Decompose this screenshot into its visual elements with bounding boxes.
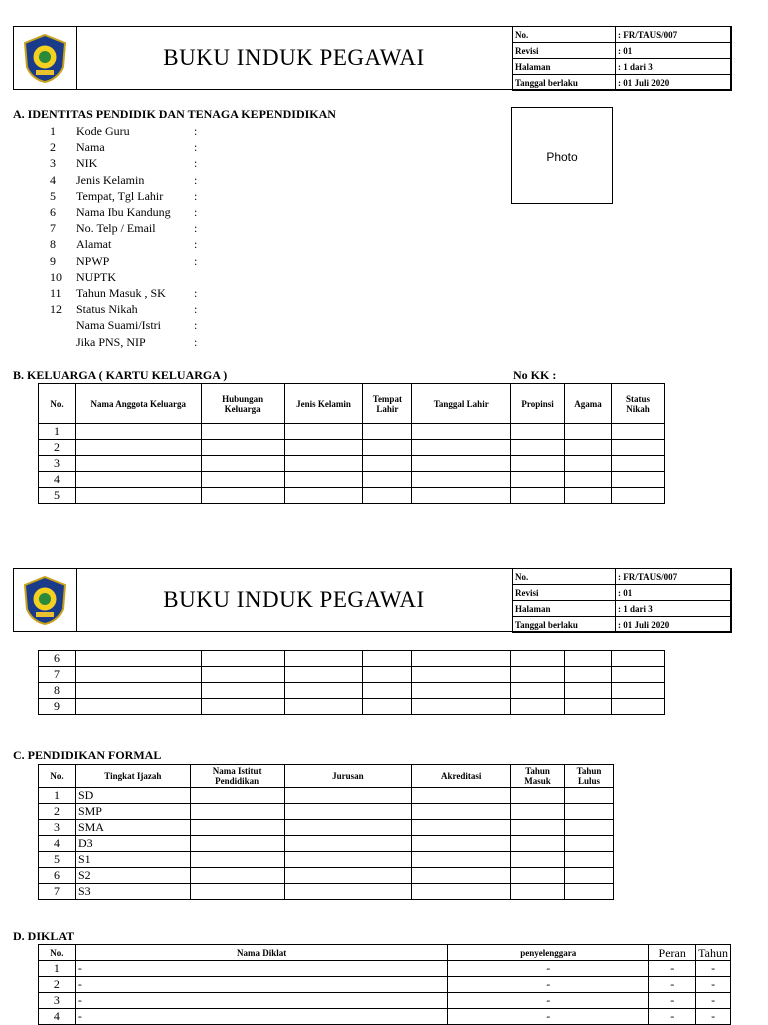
identity-label: Nama Suami/Istri xyxy=(76,318,161,333)
identity-colon: : xyxy=(194,253,198,268)
table-row xyxy=(39,961,731,977)
table-cell[interactable] xyxy=(201,667,284,683)
table-cell[interactable] xyxy=(284,852,412,868)
table-cell[interactable] xyxy=(511,820,565,836)
family-col-header: Status Nikah xyxy=(612,384,665,424)
header-meta-table-2 xyxy=(512,568,732,633)
row-number: 2 xyxy=(39,804,76,820)
identity-colon: : xyxy=(194,286,198,300)
table-cell[interactable] xyxy=(75,699,201,715)
training-name[interactable]: - xyxy=(75,977,447,993)
education-col-header: Akreditasi xyxy=(412,765,511,788)
row-number: 4 xyxy=(39,836,76,852)
table-cell[interactable] xyxy=(75,667,201,683)
training-year[interactable]: - xyxy=(696,977,731,993)
meta-row xyxy=(513,59,732,75)
identity-row xyxy=(50,172,198,188)
kk-label: No KK : xyxy=(513,368,557,382)
family-col-header: Propinsi xyxy=(511,384,565,424)
identity-colon: : xyxy=(194,156,198,171)
identity-label: Nama Ibu Kandung xyxy=(76,205,171,219)
table-cell[interactable] xyxy=(412,804,511,820)
table-cell[interactable] xyxy=(284,884,412,900)
training-year[interactable]: - xyxy=(696,993,731,1009)
table-cell[interactable] xyxy=(284,440,363,456)
identity-number: 12 xyxy=(50,302,62,317)
table-cell[interactable] xyxy=(190,836,284,852)
table-cell[interactable] xyxy=(284,868,412,884)
table-cell[interactable] xyxy=(412,868,511,884)
identity-label: Jika PNS, NIP xyxy=(76,334,146,349)
section-d-title: D. DIKLAT xyxy=(13,929,75,943)
table-cell[interactable] xyxy=(565,804,614,820)
education-level: S1 xyxy=(75,852,190,868)
table-cell[interactable] xyxy=(612,456,665,472)
row-number: 4 xyxy=(39,472,76,488)
training-col-header: Nama Diklat xyxy=(75,945,447,961)
table-cell[interactable] xyxy=(201,456,284,472)
family-table-continued xyxy=(38,650,665,715)
document-header xyxy=(13,26,731,90)
identity-number: 2 xyxy=(50,140,56,155)
table-cell[interactable] xyxy=(363,683,412,699)
identity-label: Alamat xyxy=(76,237,112,252)
school-logo xyxy=(14,569,77,631)
section-a-title: A. IDENTITAS PENDIDIK DAN TENAGA KEPENDIDIKAN xyxy=(13,107,336,121)
identity-row xyxy=(50,188,198,204)
table-cell[interactable] xyxy=(412,884,511,900)
table-row xyxy=(39,667,665,683)
table-row xyxy=(39,651,665,667)
table-cell[interactable] xyxy=(284,788,412,804)
meta-key: Halaman xyxy=(513,601,616,617)
training-organizer[interactable]: - xyxy=(448,961,649,977)
row-number: 3 xyxy=(39,820,76,836)
training-role[interactable]: - xyxy=(649,977,696,993)
table-cell[interactable] xyxy=(363,456,412,472)
family-col-header: Tempat Lahir xyxy=(363,384,412,424)
row-number: 7 xyxy=(39,884,76,900)
row-number: 7 xyxy=(39,667,76,683)
family-col-header: Agama xyxy=(565,384,612,424)
table-cell[interactable] xyxy=(412,836,511,852)
table-cell[interactable] xyxy=(284,488,363,504)
identity-label: No. Telp / Email xyxy=(76,221,156,236)
table-cell[interactable] xyxy=(284,683,363,699)
table-cell[interactable] xyxy=(412,699,511,715)
training-role[interactable]: - xyxy=(649,993,696,1009)
table-cell[interactable] xyxy=(612,424,665,440)
meta-value: : FR/TAUS/007 xyxy=(616,27,732,43)
table-cell[interactable] xyxy=(363,699,412,715)
training-col-header: Tahun xyxy=(696,945,731,961)
row-number: 9 xyxy=(39,699,76,715)
identity-number: 6 xyxy=(50,205,56,219)
table-cell[interactable] xyxy=(511,852,565,868)
training-col-header: penyelenggara xyxy=(448,945,649,961)
identity-row xyxy=(50,253,198,269)
table-row xyxy=(39,424,665,440)
identity-colon: : xyxy=(194,334,198,349)
table-cell[interactable] xyxy=(565,683,612,699)
table-cell[interactable] xyxy=(565,699,612,715)
meta-row xyxy=(513,569,732,585)
training-organizer[interactable]: - xyxy=(448,993,649,1009)
table-cell[interactable] xyxy=(75,440,201,456)
table-cell[interactable] xyxy=(201,424,284,440)
table-cell[interactable] xyxy=(565,667,612,683)
table-cell[interactable] xyxy=(565,424,612,440)
identity-row xyxy=(50,301,198,317)
table-cell[interactable] xyxy=(201,440,284,456)
table-cell[interactable] xyxy=(363,440,412,456)
table-cell[interactable] xyxy=(612,683,665,699)
table-row xyxy=(39,820,614,836)
table-cell[interactable] xyxy=(612,440,665,456)
identity-label: Nama xyxy=(76,140,105,155)
training-year[interactable]: - xyxy=(696,961,731,977)
meta-row xyxy=(513,601,732,617)
table-cell[interactable] xyxy=(190,820,284,836)
identity-number: 1 xyxy=(50,124,56,138)
row-number: 1 xyxy=(39,424,76,440)
table-cell[interactable] xyxy=(284,667,363,683)
meta-key: No. xyxy=(513,27,616,43)
table-cell[interactable] xyxy=(511,683,565,699)
table-cell[interactable] xyxy=(363,424,412,440)
table-cell[interactable] xyxy=(75,683,201,699)
family-col-header: No. xyxy=(39,384,76,424)
meta-row xyxy=(513,617,732,633)
identity-number: 3 xyxy=(50,156,56,171)
training-role[interactable]: - xyxy=(649,1009,696,1025)
table-cell[interactable] xyxy=(363,667,412,683)
family-col-header: Hubungan Keluarga xyxy=(201,384,284,424)
training-col-header: No. xyxy=(39,945,76,961)
table-cell[interactable] xyxy=(511,836,565,852)
education-level: SD xyxy=(75,788,190,804)
meta-key: Revisi xyxy=(513,585,616,601)
table-cell[interactable] xyxy=(412,456,511,472)
table-cell[interactable] xyxy=(511,884,565,900)
meta-row xyxy=(513,43,732,59)
identity-row xyxy=(50,123,198,139)
table-cell[interactable] xyxy=(565,788,614,804)
identity-label: NIK xyxy=(76,156,98,171)
table-cell[interactable] xyxy=(75,472,201,488)
table-cell[interactable] xyxy=(612,488,665,504)
table-row xyxy=(39,852,614,868)
table-cell[interactable] xyxy=(612,699,665,715)
row-number: 8 xyxy=(39,683,76,699)
education-level: SMP xyxy=(75,804,190,820)
identity-number: 7 xyxy=(50,221,56,236)
family-col-header: Jenis Kelamin xyxy=(284,384,363,424)
identity-label: Tempat, Tgl Lahir xyxy=(76,188,164,203)
meta-key: Halaman xyxy=(513,59,616,75)
table-row xyxy=(39,488,665,504)
table-row xyxy=(39,788,614,804)
photo-box: Photo xyxy=(511,107,613,204)
family-col-header: Nama Anggota Keluarga xyxy=(75,384,201,424)
identity-number: 8 xyxy=(50,237,56,252)
table-cell[interactable] xyxy=(190,804,284,820)
family-table xyxy=(38,383,665,504)
row-number: 6 xyxy=(39,868,76,884)
meta-value: : 01 xyxy=(616,43,732,59)
table-cell[interactable] xyxy=(565,472,612,488)
table-cell[interactable] xyxy=(284,820,412,836)
table-cell[interactable] xyxy=(565,456,612,472)
identity-label: Kode Guru xyxy=(76,124,130,138)
table-cell[interactable] xyxy=(612,472,665,488)
table-cell[interactable] xyxy=(511,699,565,715)
table-cell[interactable] xyxy=(75,488,201,504)
education-level: D3 xyxy=(75,836,190,852)
table-cell[interactable] xyxy=(511,424,565,440)
row-number: 3 xyxy=(39,456,76,472)
table-cell[interactable] xyxy=(412,440,511,456)
row-number: 2 xyxy=(39,977,76,993)
table-cell[interactable] xyxy=(190,868,284,884)
table-cell[interactable] xyxy=(201,472,284,488)
table-row xyxy=(39,456,665,472)
identity-row xyxy=(50,236,198,252)
training-organizer[interactable]: - xyxy=(448,1009,649,1025)
table-cell[interactable] xyxy=(190,788,284,804)
table-cell[interactable] xyxy=(565,440,612,456)
table-cell[interactable] xyxy=(363,488,412,504)
table-cell[interactable] xyxy=(201,488,284,504)
identity-label: NPWP xyxy=(76,253,110,268)
section-c-title: C. PENDIDIKAN FORMAL xyxy=(13,748,162,762)
table-row xyxy=(39,836,614,852)
table-cell[interactable] xyxy=(511,667,565,683)
table-cell[interactable] xyxy=(565,868,614,884)
row-number: 4 xyxy=(39,1009,76,1025)
identity-colon: : xyxy=(194,221,198,236)
identity-label: Tahun Masuk , SK xyxy=(76,286,166,300)
identity-row xyxy=(50,220,198,236)
meta-value: : 01 Juli 2020 xyxy=(616,617,732,633)
education-col-header: Jurusan xyxy=(284,765,412,788)
table-cell[interactable] xyxy=(511,488,565,504)
table-row xyxy=(39,699,665,715)
identity-number: 11 xyxy=(50,286,62,300)
identity-label: Jenis Kelamin xyxy=(76,172,145,187)
table-row xyxy=(39,884,614,900)
training-year[interactable]: - xyxy=(696,1009,731,1025)
identity-colon: : xyxy=(194,124,198,138)
training-role[interactable]: - xyxy=(649,961,696,977)
identity-colon: : xyxy=(194,205,198,219)
table-cell[interactable] xyxy=(284,651,363,667)
table-cell[interactable] xyxy=(612,651,665,667)
identity-row xyxy=(50,269,116,285)
table-cell[interactable] xyxy=(412,683,511,699)
table-cell[interactable] xyxy=(511,868,565,884)
table-cell[interactable] xyxy=(75,424,201,440)
row-number: 1 xyxy=(39,788,76,804)
education-level: S3 xyxy=(75,884,190,900)
school-logo xyxy=(14,27,77,89)
table-cell[interactable] xyxy=(412,820,511,836)
table-cell[interactable] xyxy=(565,852,614,868)
training-name[interactable]: - xyxy=(75,961,447,977)
row-number: 3 xyxy=(39,993,76,1009)
table-row xyxy=(39,804,614,820)
education-col-header: Nama Istitut Pendidikan xyxy=(190,765,284,788)
education-col-header: Tahun Lulus xyxy=(565,765,614,788)
identity-colon: : xyxy=(194,188,198,203)
meta-value: : 01 Juli 2020 xyxy=(616,75,732,91)
table-cell[interactable] xyxy=(412,667,511,683)
table-cell[interactable] xyxy=(565,820,614,836)
table-cell[interactable] xyxy=(190,852,284,868)
education-col-header: Tahun Masuk xyxy=(511,765,565,788)
table-cell[interactable] xyxy=(565,836,614,852)
table-cell[interactable] xyxy=(284,472,363,488)
identity-colon: : xyxy=(194,302,198,317)
meta-key: Revisi xyxy=(513,43,616,59)
table-cell[interactable] xyxy=(201,651,284,667)
page-title-2: BUKU INDUK PEGAWAI xyxy=(163,587,425,612)
meta-key: No. xyxy=(513,569,616,585)
meta-value: : 1 dari 3 xyxy=(616,601,732,617)
identity-label: Status Nikah xyxy=(76,302,138,317)
table-row xyxy=(39,472,665,488)
table-cell[interactable] xyxy=(284,424,363,440)
table-cell[interactable] xyxy=(511,651,565,667)
table-cell[interactable] xyxy=(190,884,284,900)
row-number: 6 xyxy=(39,651,76,667)
identity-row xyxy=(50,317,198,333)
education-level: S2 xyxy=(75,868,190,884)
table-cell[interactable] xyxy=(284,836,412,852)
table-row xyxy=(39,993,731,1009)
table-row xyxy=(39,977,731,993)
identity-colon: : xyxy=(194,318,198,333)
table-cell[interactable] xyxy=(363,651,412,667)
meta-value: : 1 dari 3 xyxy=(616,59,732,75)
table-cell[interactable] xyxy=(412,424,511,440)
table-cell[interactable] xyxy=(412,472,511,488)
table-cell[interactable] xyxy=(565,651,612,667)
training-organizer[interactable]: - xyxy=(448,977,649,993)
table-cell[interactable] xyxy=(565,488,612,504)
meta-key: Tanggal berlaku xyxy=(513,617,616,633)
table-cell[interactable] xyxy=(511,456,565,472)
row-number: 5 xyxy=(39,488,76,504)
page-title: BUKU INDUK PEGAWAI xyxy=(163,45,425,70)
identity-row xyxy=(50,285,198,301)
identity-colon: : xyxy=(194,172,198,187)
table-cell[interactable] xyxy=(511,788,565,804)
table-cell[interactable] xyxy=(75,651,201,667)
training-table xyxy=(38,944,731,1025)
table-cell[interactable] xyxy=(201,699,284,715)
table-row xyxy=(39,440,665,456)
identity-colon: : xyxy=(194,237,198,252)
table-cell[interactable] xyxy=(511,440,565,456)
meta-key: Tanggal berlaku xyxy=(513,75,616,91)
identity-row xyxy=(50,155,198,171)
table-row xyxy=(39,868,614,884)
identity-row xyxy=(50,204,198,220)
table-row xyxy=(39,683,665,699)
table-cell[interactable] xyxy=(412,788,511,804)
meta-row xyxy=(513,75,732,91)
meta-value: : 01 xyxy=(616,585,732,601)
table-cell[interactable] xyxy=(412,852,511,868)
education-level: SMA xyxy=(75,820,190,836)
meta-value: : FR/TAUS/007 xyxy=(616,569,732,585)
training-name[interactable]: - xyxy=(75,1009,447,1025)
table-cell[interactable] xyxy=(565,884,614,900)
table-cell[interactable] xyxy=(284,456,363,472)
table-cell[interactable] xyxy=(412,651,511,667)
education-col-header: Tingkat Ijazah xyxy=(75,765,190,788)
identity-colon: : xyxy=(194,140,198,155)
table-cell[interactable] xyxy=(511,804,565,820)
meta-row xyxy=(513,585,732,601)
table-cell[interactable] xyxy=(511,472,565,488)
identity-label: NUPTK xyxy=(76,269,117,284)
header-meta-table xyxy=(512,26,732,91)
identity-row xyxy=(50,139,198,155)
education-col-header: No. xyxy=(39,765,76,788)
identity-number: 5 xyxy=(50,188,56,203)
table-row xyxy=(39,1009,731,1025)
table-cell[interactable] xyxy=(284,804,412,820)
table-cell[interactable] xyxy=(412,488,511,504)
row-number: 1 xyxy=(39,961,76,977)
meta-row xyxy=(513,27,732,43)
training-col-header: Peran xyxy=(649,945,696,961)
education-table xyxy=(38,764,614,900)
identity-number: 9 xyxy=(50,253,56,268)
table-cell[interactable] xyxy=(201,683,284,699)
document-header-2 xyxy=(13,568,731,632)
identity-row xyxy=(50,334,198,350)
identity-number: 10 xyxy=(50,269,62,284)
row-number: 5 xyxy=(39,852,76,868)
family-col-header: Tanggal Lahir xyxy=(412,384,511,424)
row-number: 2 xyxy=(39,440,76,456)
table-cell[interactable] xyxy=(363,472,412,488)
identity-number: 4 xyxy=(50,172,56,187)
training-name[interactable]: - xyxy=(75,993,447,1009)
section-b-title: B. KELUARGA ( KARTU KELUARGA ) xyxy=(13,368,228,382)
table-cell[interactable] xyxy=(284,699,363,715)
table-cell[interactable] xyxy=(612,667,665,683)
table-cell[interactable] xyxy=(75,456,201,472)
